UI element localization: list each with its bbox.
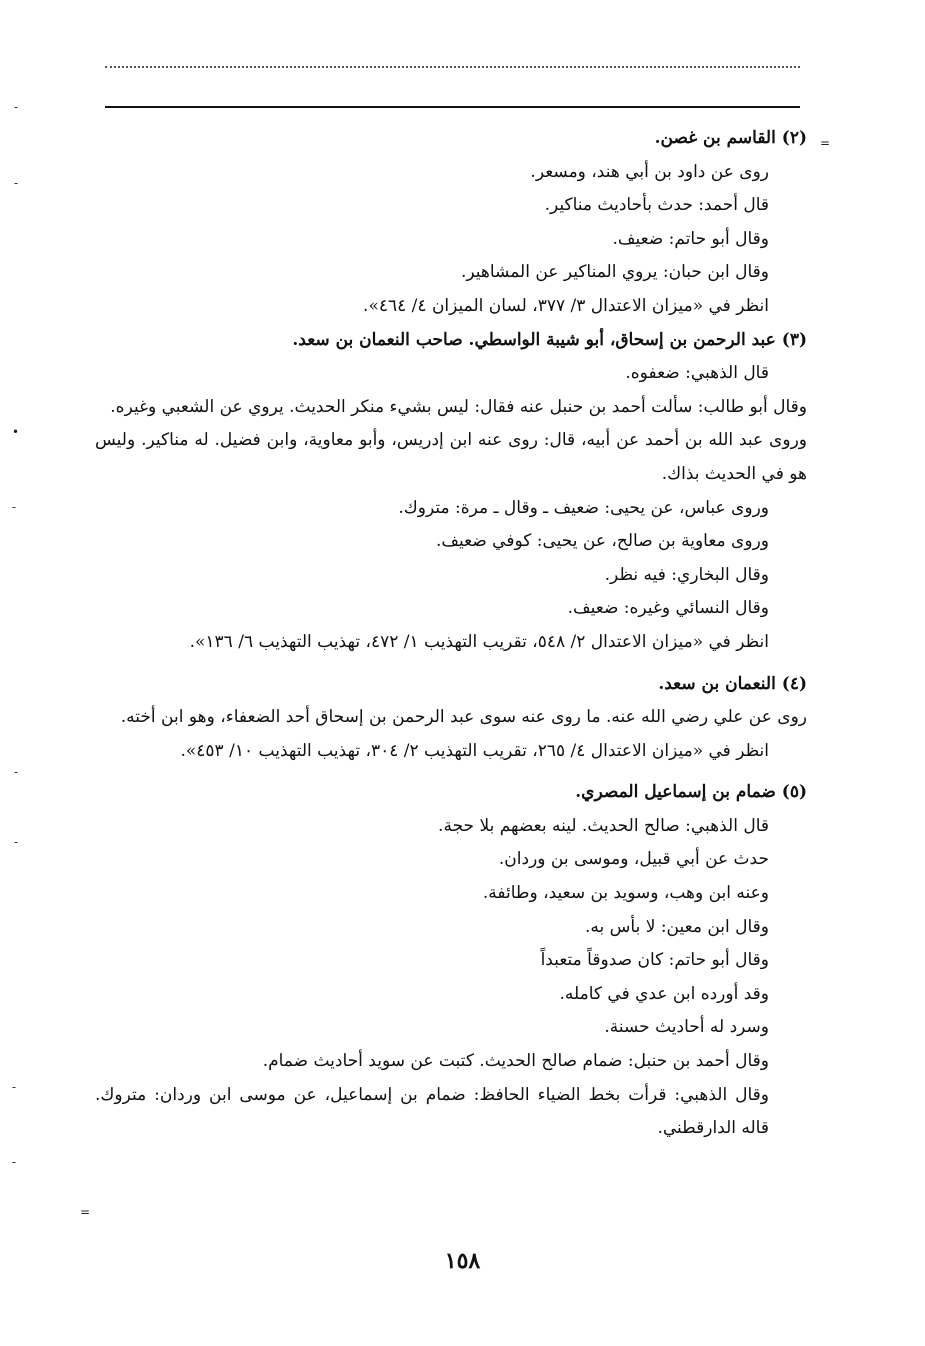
footnote-reference: انظر في «ميزان الاعتدال ٢/ ٥٤٨، تقريب التهذيب ١/ ٤٧٢، تهذيب التهذيب ٦/ ١٣٦». bbox=[189, 631, 769, 652]
footnote-number: (٢) bbox=[781, 128, 807, 148]
margin-mark: - bbox=[14, 100, 19, 114]
footnote-title: النعمان بن سعد. bbox=[658, 673, 776, 694]
footnote-line: روى عن علي رضي الله عنه. ما روى عنه سوى عبد الرحمن بن إسحاق أحد الضعفاء، وهو ابن أخته. bbox=[120, 707, 807, 728]
footnote-reference: انظر في «ميزان الاعتدال ٣/ ٣٧٧، لسان الميزان ٤/ ٤٦٤». bbox=[363, 295, 769, 316]
footnotes bbox=[95, 122, 807, 1146]
page-number: ١٥٨ bbox=[444, 1248, 481, 1274]
footnote-line: حدث عن أبي قبيل، وموسى بن وردان. bbox=[498, 849, 769, 870]
footnote-line: وقال أبو حاتم: ضعيف. bbox=[612, 228, 769, 249]
margin-mark: • bbox=[12, 425, 20, 439]
footnote-line: وروى عباس، عن يحيى: ضعيف ـ وقال ـ مرة: متروك. bbox=[398, 497, 769, 518]
footnote-heading bbox=[95, 122, 807, 156]
margin-mark: - bbox=[14, 176, 19, 190]
footnote-line: وقال ابن حبان: يروي المناكير عن المشاهير. bbox=[460, 262, 769, 283]
footnote-line: قال الذهبي: صالح الحديث. لينه بعضهم بلا حجة. bbox=[438, 815, 769, 836]
margin-mark: = bbox=[820, 136, 831, 150]
footnote-line: وروى معاوية بن صالح، عن يحيى: كوفي ضعيف. bbox=[436, 531, 769, 552]
footnote-line: وعنه ابن وهب، وسويد بن سعيد، وطائفة. bbox=[482, 883, 769, 904]
footnote-line: وقال البخاري: فيه نظر. bbox=[604, 564, 769, 585]
footnote-line: وروى عبد الله بن أحمد عن أبيه، قال: روى عنه ابن إدريس، وأبو معاوية، وابن فضيل. له مناكير. وليس هو في الحديث بذاك. bbox=[95, 430, 807, 484]
footnote-heading bbox=[95, 776, 807, 810]
footnote-line: قال الذهبي: ضعفوه. bbox=[625, 363, 769, 384]
footnote-title: القاسم بن غصن. bbox=[654, 128, 776, 148]
footnote-title: ضمام بن إسماعيل المصري. bbox=[575, 782, 776, 803]
top-dotted-line bbox=[105, 66, 800, 74]
footnote-line: وقال النسائي وغيره: ضعيف. bbox=[567, 598, 769, 619]
footnote-number: (٥) bbox=[781, 782, 807, 803]
footnote-line: روى عن داود بن أبي هند، ومسعر. bbox=[530, 161, 769, 182]
margin-mark: - bbox=[12, 1080, 17, 1094]
footnote-reference: انظر في «ميزان الاعتدال ٤/ ٢٦٥، تقريب التهذيب ٢/ ٣٠٤، تهذيب التهذيب ١٠/ ٤٥٣». bbox=[180, 740, 769, 761]
footnote-title: عبد الرحمن بن إسحاق، أبو شيبة الواسطي. صاحب النعمان بن سعد. bbox=[292, 329, 776, 350]
footnote-heading bbox=[95, 668, 807, 702]
margin-mark: = bbox=[80, 1205, 91, 1219]
footnote-line: قال أحمد: حدث بأحاديث مناكير. bbox=[544, 195, 769, 216]
margin-mark: - bbox=[12, 500, 17, 514]
margin-mark: - bbox=[14, 835, 19, 849]
footnote-line: وقد أورده ابن عدي في كامله. bbox=[559, 983, 769, 1004]
footnote-number: (٣) bbox=[781, 329, 807, 350]
footnote-line: وقال أبو حاتم: كان صدوقاً متعبداً bbox=[540, 950, 769, 971]
margin-mark: - bbox=[12, 1155, 17, 1169]
footnote-line: وقال الذهبي: قرأت بخط الضياء الحافظ: ضمام بن إسماعيل، عن موسى ابن وردان: متروك. قاله الدارقطني. bbox=[95, 1084, 769, 1139]
footnote-heading bbox=[95, 324, 807, 358]
footnote-line: وقال ابن معين: لا بأس به. bbox=[585, 916, 769, 937]
footnote-number: (٤) bbox=[781, 673, 807, 694]
footnote-separator bbox=[105, 106, 800, 108]
footnote-line: وقال أبو طالب: سألت أحمد بن حنبل عنه فقال: ليس بشيء منكر الحديث. يروي عن الشعبي وغيره. bbox=[110, 396, 807, 417]
footnote-line: وسرد له أحاديث حسنة. bbox=[604, 1017, 769, 1038]
footnote-line: وقال أحمد بن حنبل: ضمام صالح الحديث. كتبت عن سويد أحاديث ضمام. bbox=[262, 1051, 769, 1072]
margin-mark: - bbox=[14, 765, 19, 779]
